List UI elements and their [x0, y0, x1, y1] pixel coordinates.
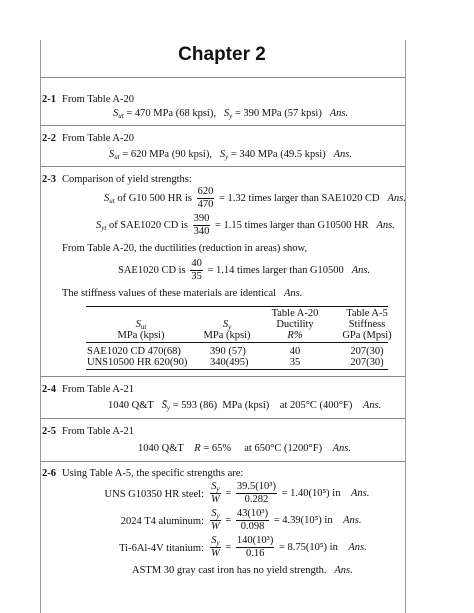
table-cell: 35 [289, 357, 301, 368]
table-cell: 207(30) [350, 346, 384, 357]
table-header: Table A-5 [346, 308, 388, 319]
problem-number: 2-2 [42, 133, 56, 144]
table-header: Stiffness [348, 319, 386, 330]
table-header: Ductility [276, 319, 314, 330]
ductility-intro: From Table A-20, the ductilities (reduction in areas) show, [62, 243, 308, 254]
table-cell: 40 [289, 346, 301, 357]
problem-number: 2-4 [42, 384, 56, 395]
problem-text: From Table A-21 [62, 426, 134, 437]
table-header: R% [287, 330, 303, 341]
table-cell: UNS10500 HR 620(90) [87, 357, 188, 368]
equation: $S_{yt}$ of SAE1020 CD is $\frac{390}{340}$ = 1.15 times larger than G10500 HR Ans. [96, 213, 395, 237]
table-cell: 340(495) [210, 357, 249, 368]
problem-number: 2-5 [42, 426, 56, 437]
specific-strength-equation: $\frac{S_y}{W}$ = $\frac{\text{43(10³)}}{0.098}$ = 4.39(10⁵) in Ans. [211, 508, 362, 532]
table-header: Table A-20 [271, 308, 319, 319]
table-header: GPa (Mpsi) [342, 330, 392, 341]
table-header: MPa (kpsi) [117, 330, 165, 341]
closing-note: ASTM 30 gray cast iron has no yield strength. Ans. [132, 565, 353, 576]
material-label: UNS G10350 HR steel: [104, 489, 204, 500]
table-bottom-rule [86, 369, 388, 370]
problem-number: 2-1 [42, 94, 56, 105]
table-header: MPa (kpsi) [203, 330, 251, 341]
specific-strength-equation: $\frac{S_y}{W}$ = $\frac{\text{39.5(10³)}}{0.282}$ = 1.40(10⁵) in Ans. [211, 481, 370, 505]
problem-text: Using Table A-5, the specific strengths are: [62, 468, 244, 479]
divider [40, 418, 405, 419]
specific-strength-equation: $\frac{S_y}{W}$ = $\frac{\text{140(10³)}}{0.16}$ = 8.75(10⁵) in Ans. [211, 535, 367, 559]
equation: 1040 Q&T R = 65% at 650°C (1200°F) Ans. [138, 443, 351, 454]
table-header: $S_y$ [222, 319, 232, 331]
problem-text: From Table A-20 [62, 94, 134, 105]
problem-number: 2-3 [42, 174, 56, 185]
problem-number: 2-6 [42, 468, 56, 479]
table-cell: 390 (57) [210, 346, 246, 357]
material-label: Ti-6Al-4V titanium: [119, 543, 204, 554]
table-header-rule [86, 342, 388, 343]
equation: $S_{ut}$ of G10 500 HR is $\frac{620}{470}$ = 1.32 times larger than SAE1020 CD Ans. [104, 186, 406, 210]
equation: $S_{ut} = 620$ MPa (90 kpsi), $S_y = 340$ MPa (49.5 kpsi) Ans. [109, 149, 352, 161]
chapter-title: Chapter 2 [178, 44, 266, 65]
divider [40, 376, 405, 377]
problem-text: Comparison of yield strengths: [62, 174, 192, 185]
equation: $S_{ut} = 470$ MPa (68 kpsi), $S_y = 390$ MPa (57 kpsi) Ans. [113, 108, 349, 120]
divider [40, 166, 405, 167]
table-cell: 207(30) [350, 357, 384, 368]
material-label: 2024 T4 aluminum: [120, 516, 204, 527]
table-cell: SAE1020 CD 470(68) [87, 346, 181, 357]
problem-text: From Table A-20 [62, 133, 134, 144]
stiffness-note: The stiffness values of these materials are identical Ans. [62, 288, 303, 299]
equation: SAE1020 CD is $\frac{40}{35}$ = 1.14 times larger than G10500 Ans. [118, 258, 371, 282]
divider [40, 77, 405, 78]
divider [40, 125, 405, 126]
equation: 1040 Q&T $S̄_y = 593$ (86) MPa (kpsi) at 205°C (400°F) Ans. [108, 400, 382, 412]
problem-text: From Table A-21 [62, 384, 134, 395]
table-header: $S_{ut}$ [135, 319, 147, 331]
divider [40, 461, 405, 462]
